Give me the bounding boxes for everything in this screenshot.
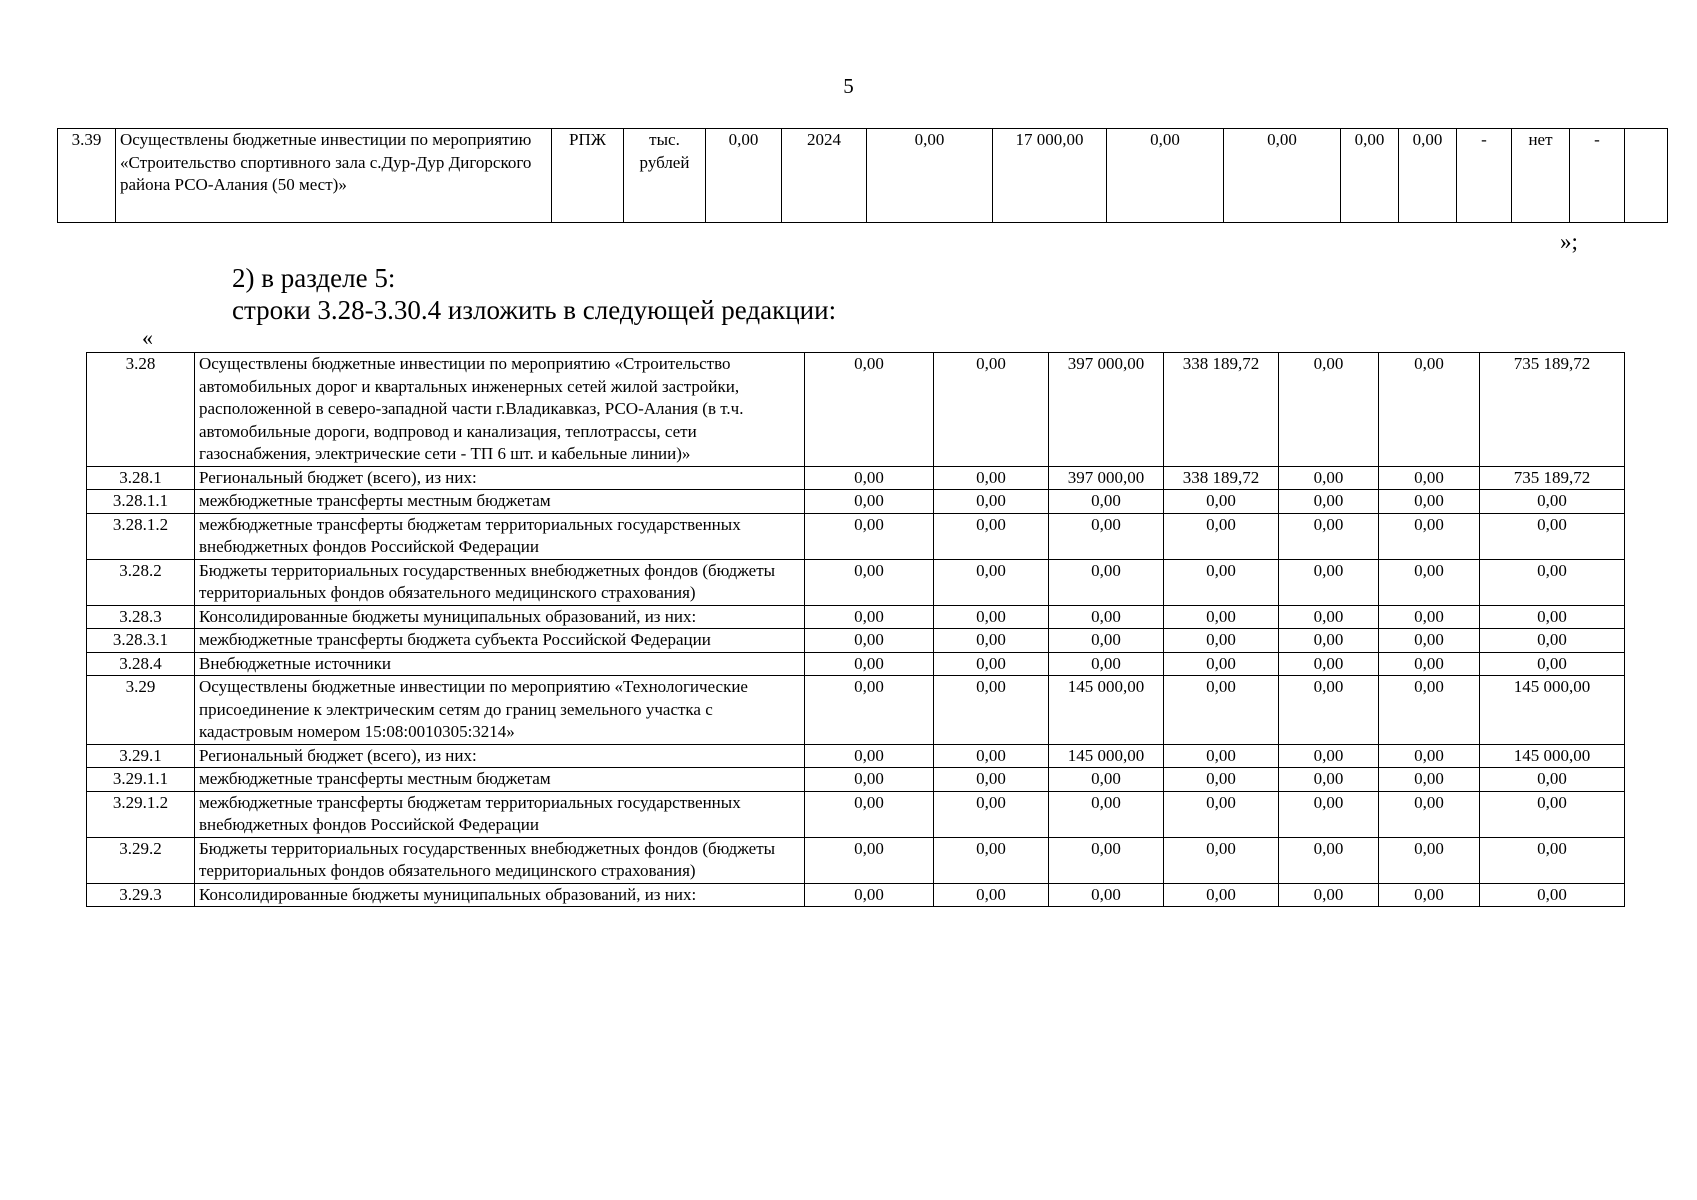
- row-name: межбюджетные трансферты местным бюджетам: [195, 490, 805, 514]
- row-number: 3.28.1: [87, 466, 195, 490]
- row-value: 0,00: [1279, 768, 1379, 792]
- row-name: Региональный бюджет (всего), из них:: [195, 466, 805, 490]
- row-value: 397 000,00: [1049, 466, 1164, 490]
- row-value: 0,00: [1379, 353, 1480, 467]
- row-value: 0,00: [805, 466, 934, 490]
- row-value: 0,00: [1480, 883, 1625, 907]
- row-number: 3.29: [87, 676, 195, 745]
- row-value: 0,00: [934, 676, 1049, 745]
- row-flag: нет: [1512, 129, 1570, 223]
- row-number: 3.29.1.1: [87, 768, 195, 792]
- row-value: 0,00: [934, 513, 1049, 559]
- row-value: 0,00: [934, 652, 1049, 676]
- row-number: 3.28.3.1: [87, 629, 195, 653]
- row-value: 0,00: [1279, 744, 1379, 768]
- row-value: 0,00: [805, 652, 934, 676]
- row-number: 3.28.1.2: [87, 513, 195, 559]
- row-value: 0,00: [1164, 883, 1279, 907]
- row-value: 0,00: [805, 676, 934, 745]
- row-value: 0,00: [1164, 652, 1279, 676]
- table-row: [87, 744, 1625, 768]
- row-value: 0,00: [1164, 837, 1279, 883]
- row-value: 0,00: [1379, 559, 1480, 605]
- row-name: Внебюджетные источники: [195, 652, 805, 676]
- row-value: 0,00: [934, 559, 1049, 605]
- row-value: 0,00: [1480, 768, 1625, 792]
- row-value: 0,00: [1480, 629, 1625, 653]
- row-value: 0,00: [1279, 353, 1379, 467]
- table-row: [87, 837, 1625, 883]
- table-section-5: [86, 352, 1625, 907]
- row-value: 0,00: [1379, 744, 1480, 768]
- row-number: 3.29.3: [87, 883, 195, 907]
- row-base-value: 0,00: [706, 129, 782, 223]
- row-value: 0,00: [1049, 629, 1164, 653]
- row-value: 0,00: [1279, 605, 1379, 629]
- row-value: 145 000,00: [1480, 676, 1625, 745]
- row-value: 0,00: [1480, 605, 1625, 629]
- section-heading: 2) в разделе 5:: [232, 263, 396, 293]
- row-value: 397 000,00: [1049, 353, 1164, 467]
- row-value: 0,00: [1107, 129, 1224, 223]
- row-value: 0,00: [1379, 883, 1480, 907]
- row-value: 0,00: [805, 768, 934, 792]
- row-empty-cell: [1625, 129, 1668, 223]
- row-name: межбюджетные трансферты бюджетам территориальных государственных внебюджетных фондов Российской Федерации: [195, 513, 805, 559]
- row-value: 0,00: [934, 791, 1049, 837]
- row-value: 17 000,00: [993, 129, 1107, 223]
- row-value: 0,00: [934, 629, 1049, 653]
- row-dash: -: [1457, 129, 1512, 223]
- row-value: 0,00: [1164, 559, 1279, 605]
- row-value: 0,00: [1379, 490, 1480, 514]
- row-value: 0,00: [805, 744, 934, 768]
- table-row: [87, 353, 1625, 467]
- row-value: 145 000,00: [1049, 744, 1164, 768]
- row-value: 0,00: [934, 883, 1049, 907]
- row-name: Осуществлены бюджетные инвестиции по мероприятию «Строительство спортивного зала с.Дур-Дур Дигорского района РСО-Алания (50 мест)»: [116, 129, 552, 223]
- row-value: 0,00: [1480, 490, 1625, 514]
- row-value: 145 000,00: [1049, 676, 1164, 745]
- row-value: 0,00: [1379, 605, 1480, 629]
- row-value: 338 189,72: [1164, 353, 1279, 467]
- row-value: 0,00: [934, 837, 1049, 883]
- table-row: [87, 466, 1625, 490]
- row-number: 3.28.4: [87, 652, 195, 676]
- row-value: 0,00: [934, 353, 1049, 467]
- row-value: 0,00: [1341, 129, 1399, 223]
- table-row: [87, 768, 1625, 792]
- row-value: 0,00: [1480, 513, 1625, 559]
- row-value: 0,00: [1279, 652, 1379, 676]
- row-dash: -: [1570, 129, 1625, 223]
- row-value: 0,00: [1480, 791, 1625, 837]
- row-value: 0,00: [1379, 466, 1480, 490]
- table-row: [87, 629, 1625, 653]
- row-value: 0,00: [1480, 837, 1625, 883]
- row-value: 0,00: [1164, 676, 1279, 745]
- row-value: 0,00: [1049, 791, 1164, 837]
- row-value: 0,00: [1164, 629, 1279, 653]
- row-number: 3.28.3: [87, 605, 195, 629]
- table-row: [87, 559, 1625, 605]
- row-code: РПЖ: [552, 129, 624, 223]
- table-row: [87, 791, 1625, 837]
- table-row: [87, 490, 1625, 514]
- row-name: межбюджетные трансферты бюджета субъекта Российской Федерации: [195, 629, 805, 653]
- row-number: 3.29.1: [87, 744, 195, 768]
- row-value: 0,00: [1379, 791, 1480, 837]
- row-value: 0,00: [1279, 629, 1379, 653]
- row-value: 0,00: [1224, 129, 1341, 223]
- row-name: Бюджеты территориальных государственных внебюджетных фондов (бюджеты территориальных фондов обязательного медицинского страхования): [195, 559, 805, 605]
- row-value: 0,00: [805, 490, 934, 514]
- row-value: 735 189,72: [1480, 353, 1625, 467]
- table-row: [87, 883, 1625, 907]
- row-value: 0,00: [805, 513, 934, 559]
- row-value: 0,00: [1049, 883, 1164, 907]
- row-value: 145 000,00: [1480, 744, 1625, 768]
- row-number: 3.28.2: [87, 559, 195, 605]
- row-value: 0,00: [1379, 837, 1480, 883]
- row-value: 0,00: [805, 629, 934, 653]
- row-value: 0,00: [934, 466, 1049, 490]
- row-name: Консолидированные бюджеты муниципальных образований, из них:: [195, 605, 805, 629]
- row-number: 3.39: [58, 129, 116, 223]
- row-value: 0,00: [1164, 513, 1279, 559]
- row-value: 0,00: [1480, 652, 1625, 676]
- row-unit: тыс. рублей: [624, 129, 706, 223]
- row-name: Осуществлены бюджетные инвестиции по мероприятию «Технологические присоединение к электрическим сетям до границ земельного участка с кадастровым номером 15:08:0010305:3214»: [195, 676, 805, 745]
- row-value: 0,00: [1049, 559, 1164, 605]
- row-value: 0,00: [1049, 490, 1164, 514]
- row-name: Бюджеты территориальных государственных внебюджетных фондов (бюджеты территориальных фондов обязательного медицинского страхования): [195, 837, 805, 883]
- table-row: [58, 129, 1668, 223]
- row-value: 0,00: [1279, 513, 1379, 559]
- row-number: 3.29.2: [87, 837, 195, 883]
- row-value: 0,00: [1049, 768, 1164, 792]
- table-prev-section: [57, 128, 1668, 223]
- row-value: 0,00: [1164, 744, 1279, 768]
- table-row: [87, 652, 1625, 676]
- row-value: 0,00: [805, 837, 934, 883]
- row-value: 0,00: [1164, 791, 1279, 837]
- row-value: 0,00: [1279, 837, 1379, 883]
- row-year: 2024: [782, 129, 867, 223]
- row-number: 3.28.1.1: [87, 490, 195, 514]
- row-value: 0,00: [1049, 837, 1164, 883]
- row-name: межбюджетные трансферты бюджетам территориальных государственных внебюджетных фондов Российской Федерации: [195, 791, 805, 837]
- row-value: 0,00: [1279, 490, 1379, 514]
- table-row: [87, 513, 1625, 559]
- row-value: 0,00: [1279, 883, 1379, 907]
- row-value: 0,00: [805, 605, 934, 629]
- row-value: 0,00: [1379, 513, 1480, 559]
- row-value: 0,00: [1379, 629, 1480, 653]
- section-instruction: строки 3.28-3.30.4 изложить в следующей редакции:: [232, 295, 837, 325]
- page-number: 5: [843, 74, 854, 98]
- table-row: [87, 605, 1625, 629]
- row-value: 0,00: [1279, 466, 1379, 490]
- row-value: 0,00: [867, 129, 993, 223]
- row-value: 338 189,72: [1164, 466, 1279, 490]
- row-name: Осуществлены бюджетные инвестиции по мероприятию «Строительство автомобильных дорог и квартальных инженерных сетей жилой застройки, расположенной в северо-западной части г.Владикавказ, РСО-Алания (в т.ч. автомобильные дороги, водпровод и канализация, теплотрассы, сети газоснабжения, электрические сети - ТП 6 шт. и кабельные линии)»: [195, 353, 805, 467]
- row-number: 3.29.1.2: [87, 791, 195, 837]
- row-value: 0,00: [934, 605, 1049, 629]
- row-value: 735 189,72: [1480, 466, 1625, 490]
- row-value: 0,00: [1399, 129, 1457, 223]
- row-value: 0,00: [1379, 676, 1480, 745]
- closing-quote: »;: [1560, 229, 1578, 254]
- row-value: 0,00: [1049, 652, 1164, 676]
- opening-quote: «: [142, 325, 153, 350]
- row-value: 0,00: [1480, 559, 1625, 605]
- row-value: 0,00: [1049, 605, 1164, 629]
- row-value: 0,00: [805, 791, 934, 837]
- row-value: 0,00: [1049, 513, 1164, 559]
- table-row: [87, 676, 1625, 745]
- row-value: 0,00: [805, 883, 934, 907]
- row-value: 0,00: [805, 353, 934, 467]
- row-value: 0,00: [1279, 559, 1379, 605]
- row-value: 0,00: [934, 744, 1049, 768]
- row-name: межбюджетные трансферты местным бюджетам: [195, 768, 805, 792]
- row-value: 0,00: [1164, 605, 1279, 629]
- row-value: 0,00: [1379, 768, 1480, 792]
- row-name: Региональный бюджет (всего), из них:: [195, 744, 805, 768]
- row-number: 3.28: [87, 353, 195, 467]
- row-value: 0,00: [934, 768, 1049, 792]
- row-value: 0,00: [1164, 490, 1279, 514]
- row-value: 0,00: [1279, 676, 1379, 745]
- row-value: 0,00: [1279, 791, 1379, 837]
- row-name: Консолидированные бюджеты муниципальных образований, из них:: [195, 883, 805, 907]
- row-value: 0,00: [805, 559, 934, 605]
- row-value: 0,00: [1164, 768, 1279, 792]
- row-value: 0,00: [934, 490, 1049, 514]
- row-value: 0,00: [1379, 652, 1480, 676]
